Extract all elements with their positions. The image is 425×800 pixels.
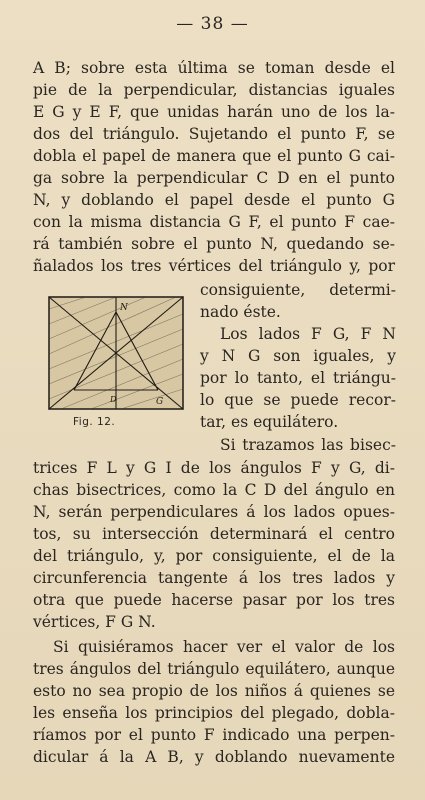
- text-line: tos, su intersección determinará el centro: [33, 525, 395, 543]
- text-line: vértices, F G N.: [33, 613, 156, 631]
- text-line: A B; sobre esta última se toman desde el: [33, 59, 395, 77]
- text-line: lo que se puede recor-: [200, 391, 396, 409]
- text-line: Si trazamos las bisec-: [220, 436, 396, 454]
- folded-paper-figure: [46, 294, 186, 412]
- text-line: consiguiente, determi-: [200, 281, 396, 299]
- text-line: con la misma distancia G F, el punto F cae-: [33, 213, 395, 231]
- text-line: chas bisectrices, como la C D del ángulo en: [33, 481, 395, 499]
- page-number: — 38 —: [176, 14, 249, 34]
- text-line: ñalados los tres vértices del triángulo y, por: [33, 257, 395, 275]
- text-line: otra que puede hacerse pasar por los tres: [33, 591, 395, 609]
- text-line: tres ángulos del triángulo equilátero, aunque: [33, 660, 395, 678]
- text-line: trices F L y G I de los ángulos F y G, di-: [33, 459, 395, 477]
- text-line: Los lados F G, F N: [220, 325, 396, 343]
- label-d: D: [110, 395, 117, 404]
- text-line: dicular á la A B, y doblando nuevamente: [33, 748, 395, 766]
- text-line: rá también sobre el punto N, quedando se-: [33, 235, 395, 253]
- text-line: N, y doblando el papel desde el punto G: [33, 191, 395, 209]
- text-line: ga sobre la perpendicular C D en el punto: [33, 169, 395, 187]
- text-line: pie de la perpendicular, distancias iguales: [33, 81, 395, 99]
- text-line: por lo tanto, el triángu-: [200, 369, 396, 387]
- text-line: E G y E F, que unidas harán uno de los la-: [33, 103, 395, 121]
- text-line: esto no sea propio de los niños á quienes se: [33, 682, 395, 700]
- figure-caption: Fig. 12.: [73, 416, 116, 428]
- text-line: tar, es equilátero.: [200, 413, 339, 431]
- label-g: G: [156, 397, 164, 407]
- text-line: les enseña los principios del plegado, dobla-: [33, 704, 395, 722]
- text-line: N, serán perpendiculares á los lados opues-: [33, 503, 395, 521]
- text-line: dobla el papel de manera que el punto G cai-: [33, 147, 395, 165]
- label-n: N: [120, 303, 128, 313]
- text-line: dos del triángulo. Sujetando el punto F, se: [33, 125, 395, 143]
- text-line: Si quisiéramos hacer ver el valor de los: [53, 638, 395, 656]
- text-line: circunferencia tangente á los tres lados y: [33, 569, 395, 587]
- text-line: nado éste.: [200, 303, 281, 321]
- text-line: ríamos por el punto F indicado una perpen-: [33, 726, 395, 744]
- text-line: y N G son iguales, y: [200, 347, 396, 365]
- text-line: del triángulo, y, por consiguiente, el de la: [33, 547, 395, 565]
